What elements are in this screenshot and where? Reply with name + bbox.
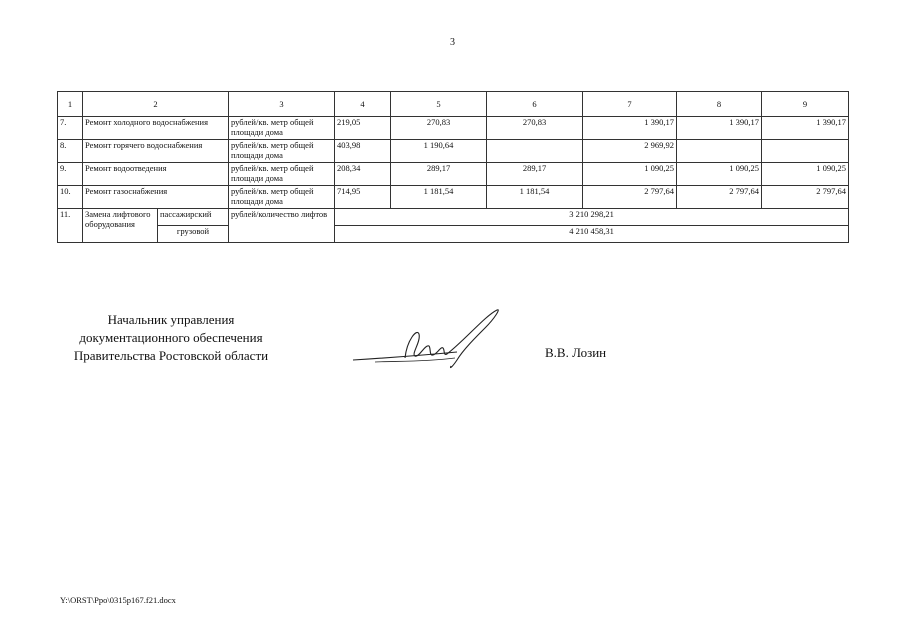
signer-name: В.В. Лозин xyxy=(545,345,607,360)
row-number: 11. xyxy=(58,209,83,243)
row-number: 10. xyxy=(58,186,83,209)
header-cell: 5 xyxy=(391,92,487,117)
cell-col5: 1 190,64 xyxy=(391,140,487,163)
cell-col6: 289,17 xyxy=(487,163,583,186)
signatory-title xyxy=(57,311,285,365)
signatory-title-line: Начальник управления xyxy=(107,312,235,327)
row-unit: рублей/кв. метр общей площади дома xyxy=(229,186,335,209)
lift-value-freight: 4 210 458,31 xyxy=(335,226,849,243)
header-cell: 4 xyxy=(335,92,391,117)
cell-col8 xyxy=(677,140,762,163)
row-name: Замена лифтового оборудования xyxy=(83,209,158,243)
cell-col5: 289,17 xyxy=(391,163,487,186)
cell-col9: 1 390,17 xyxy=(762,117,849,140)
row-number: 9. xyxy=(58,163,83,186)
row-name: Ремонт водоотведения xyxy=(83,163,229,186)
row-unit: рублей/кв. метр общей площади дома xyxy=(229,163,335,186)
handwritten-signature xyxy=(345,300,505,372)
cell-col6: 270,83 xyxy=(487,117,583,140)
cell-col9: 2 797,64 xyxy=(762,186,849,209)
cell-col6 xyxy=(487,140,583,163)
cell-col4: 208,34 xyxy=(335,163,391,186)
cell-col7: 1 090,25 xyxy=(583,163,677,186)
header-cell: 2 xyxy=(83,92,229,117)
cell-col7: 2 797,64 xyxy=(583,186,677,209)
cell-col8: 2 797,64 xyxy=(677,186,762,209)
cell-col4: 219,05 xyxy=(335,117,391,140)
cell-col9 xyxy=(762,140,849,163)
row-number: 8. xyxy=(58,140,83,163)
cell-col4: 403,98 xyxy=(335,140,391,163)
lift-value-passenger: 3 210 298,21 xyxy=(335,209,849,226)
header-cell: 1 xyxy=(58,92,83,117)
cell-col8: 1 390,17 xyxy=(677,117,762,140)
row-unit: рублей/кв. метр общей площади дома xyxy=(229,117,335,140)
cell-col5: 1 181,54 xyxy=(391,186,487,209)
row-name: Ремонт газоснабжения xyxy=(83,186,229,209)
table-row xyxy=(58,186,849,209)
file-path-footer: Y:\ORST\Ppo\0315p167.f21.docx xyxy=(60,595,176,605)
page-number: 3 xyxy=(450,37,455,48)
signatory-title-line: документационного обеспечения xyxy=(79,330,263,345)
header-cell: 8 xyxy=(677,92,762,117)
cell-col7: 2 969,92 xyxy=(583,140,677,163)
header-cell: 7 xyxy=(583,92,677,117)
cell-col6: 1 181,54 xyxy=(487,186,583,209)
cell-col7: 1 390,17 xyxy=(583,117,677,140)
header-cell: 3 xyxy=(229,92,335,117)
lift-type-freight: грузовой xyxy=(158,226,229,243)
table-row xyxy=(58,163,849,186)
cell-col8: 1 090,25 xyxy=(677,163,762,186)
cell-col4: 714,95 xyxy=(335,186,391,209)
cell-col5: 270,83 xyxy=(391,117,487,140)
cell-col9: 1 090,25 xyxy=(762,163,849,186)
table-row xyxy=(58,117,849,140)
header-cell: 9 xyxy=(762,92,849,117)
table-header-row xyxy=(58,92,849,117)
row-name: Ремонт холодного водоснабжения xyxy=(83,117,229,140)
tariff-table xyxy=(57,91,849,243)
row-name: Ремонт горячего водоснабжения xyxy=(83,140,229,163)
row-unit: рублей/кв. метр общей площади дома xyxy=(229,140,335,163)
table-row-lift-freight xyxy=(58,226,849,243)
signatory-title-line: Правительства Ростовской области xyxy=(73,348,269,363)
table-row-lift-passenger xyxy=(58,209,849,226)
header-cell: 6 xyxy=(487,92,583,117)
lift-type-passenger: пассажирский xyxy=(158,209,229,226)
row-number: 7. xyxy=(58,117,83,140)
table-row xyxy=(58,140,849,163)
row-unit: рублей/количество лифтов xyxy=(229,209,335,243)
